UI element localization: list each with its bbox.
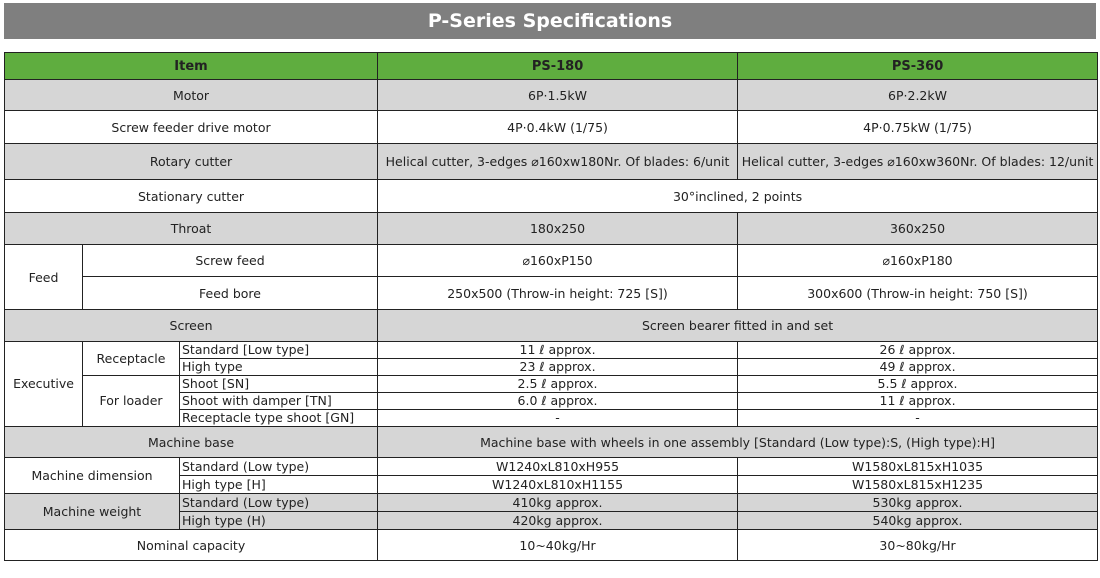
cell-a: 23 ℓ approx. [378, 359, 738, 376]
cell-b: 11 ℓ approx. [738, 393, 1098, 410]
cell-b: 30~80kg/Hr [738, 530, 1098, 561]
row-label: Stationary cutter [5, 180, 378, 213]
table-row-capacity [5, 530, 1098, 561]
cell-b: 26 ℓ approx. [738, 342, 1098, 359]
group-label-weight: Machine weight [5, 494, 180, 530]
header-model-b: PS-360 [738, 53, 1098, 80]
cell-a: W1240xL810xH955 [378, 458, 738, 476]
table-row-screw-feed [5, 245, 1098, 277]
cell-b: 360x250 [738, 213, 1098, 245]
row-label: High type [180, 359, 378, 376]
table-row-machine-base [5, 427, 1098, 458]
row-label: Rotary cutter [5, 144, 378, 180]
cell-a: 11 ℓ approx. [378, 342, 738, 359]
cell-b: 49 ℓ approx. [738, 359, 1098, 376]
row-label: Shoot with damper [TN] [180, 393, 378, 410]
cell-b: - [738, 410, 1098, 427]
group-label-dimension: Machine dimension [5, 458, 180, 494]
row-label: Feed bore [83, 277, 378, 310]
cell-a: - [378, 410, 738, 427]
cell-a: 10~40kg/Hr [378, 530, 738, 561]
row-label: Nominal capacity [5, 530, 378, 561]
cell-a: 250x500 (Throw-in height: 725 [S]) [378, 277, 738, 310]
row-label: Screen [5, 310, 378, 342]
header-item: Item [5, 53, 378, 80]
group-label-executive: Executive [5, 342, 83, 427]
cell-merged: Screen bearer fitted in and set [378, 310, 1098, 342]
table-row-motor [5, 80, 1098, 111]
cell-b: 4P·0.75kW (1/75) [738, 111, 1098, 144]
cell-a: 6P·1.5kW [378, 80, 738, 111]
row-label: Standard [Low type] [180, 342, 378, 359]
header-model-a: PS-180 [378, 53, 738, 80]
group-label-feed: Feed [5, 245, 83, 310]
row-label: Throat [5, 213, 378, 245]
table-row-receptacle-standard [5, 342, 1098, 359]
row-label: Receptacle type shoot [GN] [180, 410, 378, 427]
row-label: High type [H] [180, 476, 378, 494]
spec-table [4, 52, 1098, 561]
row-label: Shoot [SN] [180, 376, 378, 393]
header-row [5, 53, 1098, 80]
cell-a: 4P·0.4kW (1/75) [378, 111, 738, 144]
table-row-loader-shoot [5, 376, 1098, 393]
cell-b: W1580xL815xH1235 [738, 476, 1098, 494]
cell-b: 540kg approx. [738, 512, 1098, 530]
table-row-rotary [5, 144, 1098, 180]
cell-b: 300x600 (Throw-in height: 750 [S]) [738, 277, 1098, 310]
table-row-throat [5, 213, 1098, 245]
subgroup-label-receptacle: Receptacle [83, 342, 180, 376]
cell-a: 2.5 ℓ approx. [378, 376, 738, 393]
page-title: P-Series Specifications [4, 3, 1096, 39]
cell-merged: Machine base with wheels in one assembly [Standard (Low type):S, (High type):H] [378, 427, 1098, 458]
cell-a: 6.0 ℓ approx. [378, 393, 738, 410]
cell-b: Helical cutter, 3-edges ⌀160xw360Nr. Of blades: 12/unit [738, 144, 1098, 180]
cell-a: W1240xL810xH1155 [378, 476, 738, 494]
table-row-dimension-standard [5, 458, 1098, 476]
row-label: Screw feeder drive motor [5, 111, 378, 144]
row-label: Standard (Low type) [180, 458, 378, 476]
row-label: Motor [5, 80, 378, 111]
cell-merged: 30°inclined, 2 points [378, 180, 1098, 213]
row-label: High type (H) [180, 512, 378, 530]
row-label: Machine base [5, 427, 378, 458]
cell-a: 420kg approx. [378, 512, 738, 530]
row-label: Standard (Low type) [180, 494, 378, 512]
cell-b: 530kg approx. [738, 494, 1098, 512]
table-row-feed-bore [5, 277, 1098, 310]
subgroup-label-loader: For loader [83, 376, 180, 427]
cell-a: 410kg approx. [378, 494, 738, 512]
row-label: Screw feed [83, 245, 378, 277]
cell-b: 6P·2.2kW [738, 80, 1098, 111]
cell-a: Helical cutter, 3-edges ⌀160xw180Nr. Of blades: 6/unit [378, 144, 738, 180]
cell-b: ⌀160xP180 [738, 245, 1098, 277]
cell-a: ⌀160xP150 [378, 245, 738, 277]
cell-a: 180x250 [378, 213, 738, 245]
table-row-screw-drive [5, 111, 1098, 144]
cell-b: 5.5 ℓ approx. [738, 376, 1098, 393]
cell-b: W1580xL815xH1035 [738, 458, 1098, 476]
table-row-stationary [5, 180, 1098, 213]
table-row-weight-standard [5, 494, 1098, 512]
table-row-screen [5, 310, 1098, 342]
